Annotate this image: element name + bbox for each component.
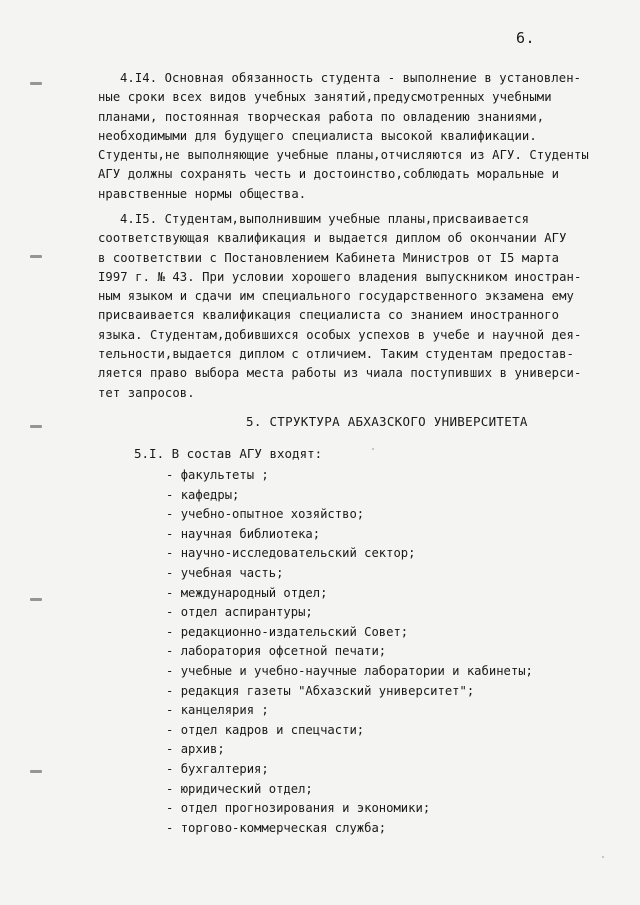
list-item: - учебно-опытное хозяйство; [166,505,533,525]
list-item: - кафедры; [166,486,533,506]
scan-mark [30,255,42,258]
text-line: языка. Студентам,добившихся особых успехов в учебе и научной дея- [98,327,582,342]
text-line: I997 г. № 43. При условии хорошего владения выпускником иностран- [98,269,582,284]
list-intro: 5.I. В состав АГУ входят: [134,446,323,461]
list-item: - отдел прогнозирования и экономики; [166,799,533,819]
scan-mark [30,598,42,601]
list-item: - отдел кадров и спецчасти; [166,721,533,741]
list-item: - учебная часть; [166,564,533,584]
section-title: 5. СТРУКТУРА АБХАЗСКОГО УНИВЕРСИТЕТА [246,414,528,429]
scan-speck [602,856,604,858]
text-line: ляется право выбора места работы из чиала поступивших в универси- [98,366,582,381]
list-item: - научно-исследовательский сектор; [166,544,533,564]
list-item: - международный отдел; [166,584,533,604]
text-line: 4.I5. Студентам,выполнившим учебные планы,присваивается [120,212,530,226]
text-line: АГУ должны сохранять честь и достоинство,соблюдать моральные и [98,167,560,182]
text-line: тельности,выдается диплом с отличием. Таким студентам предостав- [98,347,574,362]
list-item: - юридический отдел; [166,780,533,800]
page-number: 6. [516,29,536,47]
text-line: соответствующая квалификация и выдается диплом об окончании АГУ [98,231,567,246]
text-line: ным языком и сдачи им специального государственного экзамена ему [98,289,574,304]
list-item: - архив; [166,740,533,760]
text-line: присваивается квалификация специалиста со знанием иностранного [98,308,560,323]
text-line: тет запросов. [98,385,195,400]
list-item: - факультеты ; [166,466,533,486]
list-item: - торгово-коммерческая служба; [166,819,533,839]
paragraph-4-14 [98,69,618,204]
text-line: 4.I4. Основная обязанность студента - выполнение в установлен- [120,71,582,85]
text-line: нравственные нормы общества. [98,186,307,201]
list-item: - лаборатория офсетной печати; [166,642,533,662]
list-item: - учебные и учебно-научные лаборатории и кабинеты; [166,662,533,682]
scan-mark [30,425,42,428]
text-line: необходимыми для будущего специалиста высокой квалификации. [98,128,537,143]
text-line: в соответствии с Постановлением Кабинета Министров от I5 марта [98,250,560,265]
paragraph-4-15 [98,210,618,403]
text-line: Студенты,не выполняющие учебные планы,отчисляются из АГУ. Студенты [98,148,589,163]
list-item: - редакционно-издательский Совет; [166,623,533,643]
list-item: - канцелярия ; [166,701,533,721]
scan-mark [30,82,42,85]
scan-speck [372,448,374,450]
list-item: - редакция газеты "Абхазский университет"; [166,682,533,702]
list-item: - отдел аспирантуры; [166,603,533,623]
list-item: - научная библиотека; [166,525,533,545]
structure-list [166,466,533,838]
text-line: ные сроки всех видов учебных занятий,предусмотренных учебными [98,90,552,105]
list-item: - бухгалтерия; [166,760,533,780]
scan-mark [30,770,42,773]
text-line: планами, постоянная творческая работа по овладению знаниями, [98,109,545,124]
